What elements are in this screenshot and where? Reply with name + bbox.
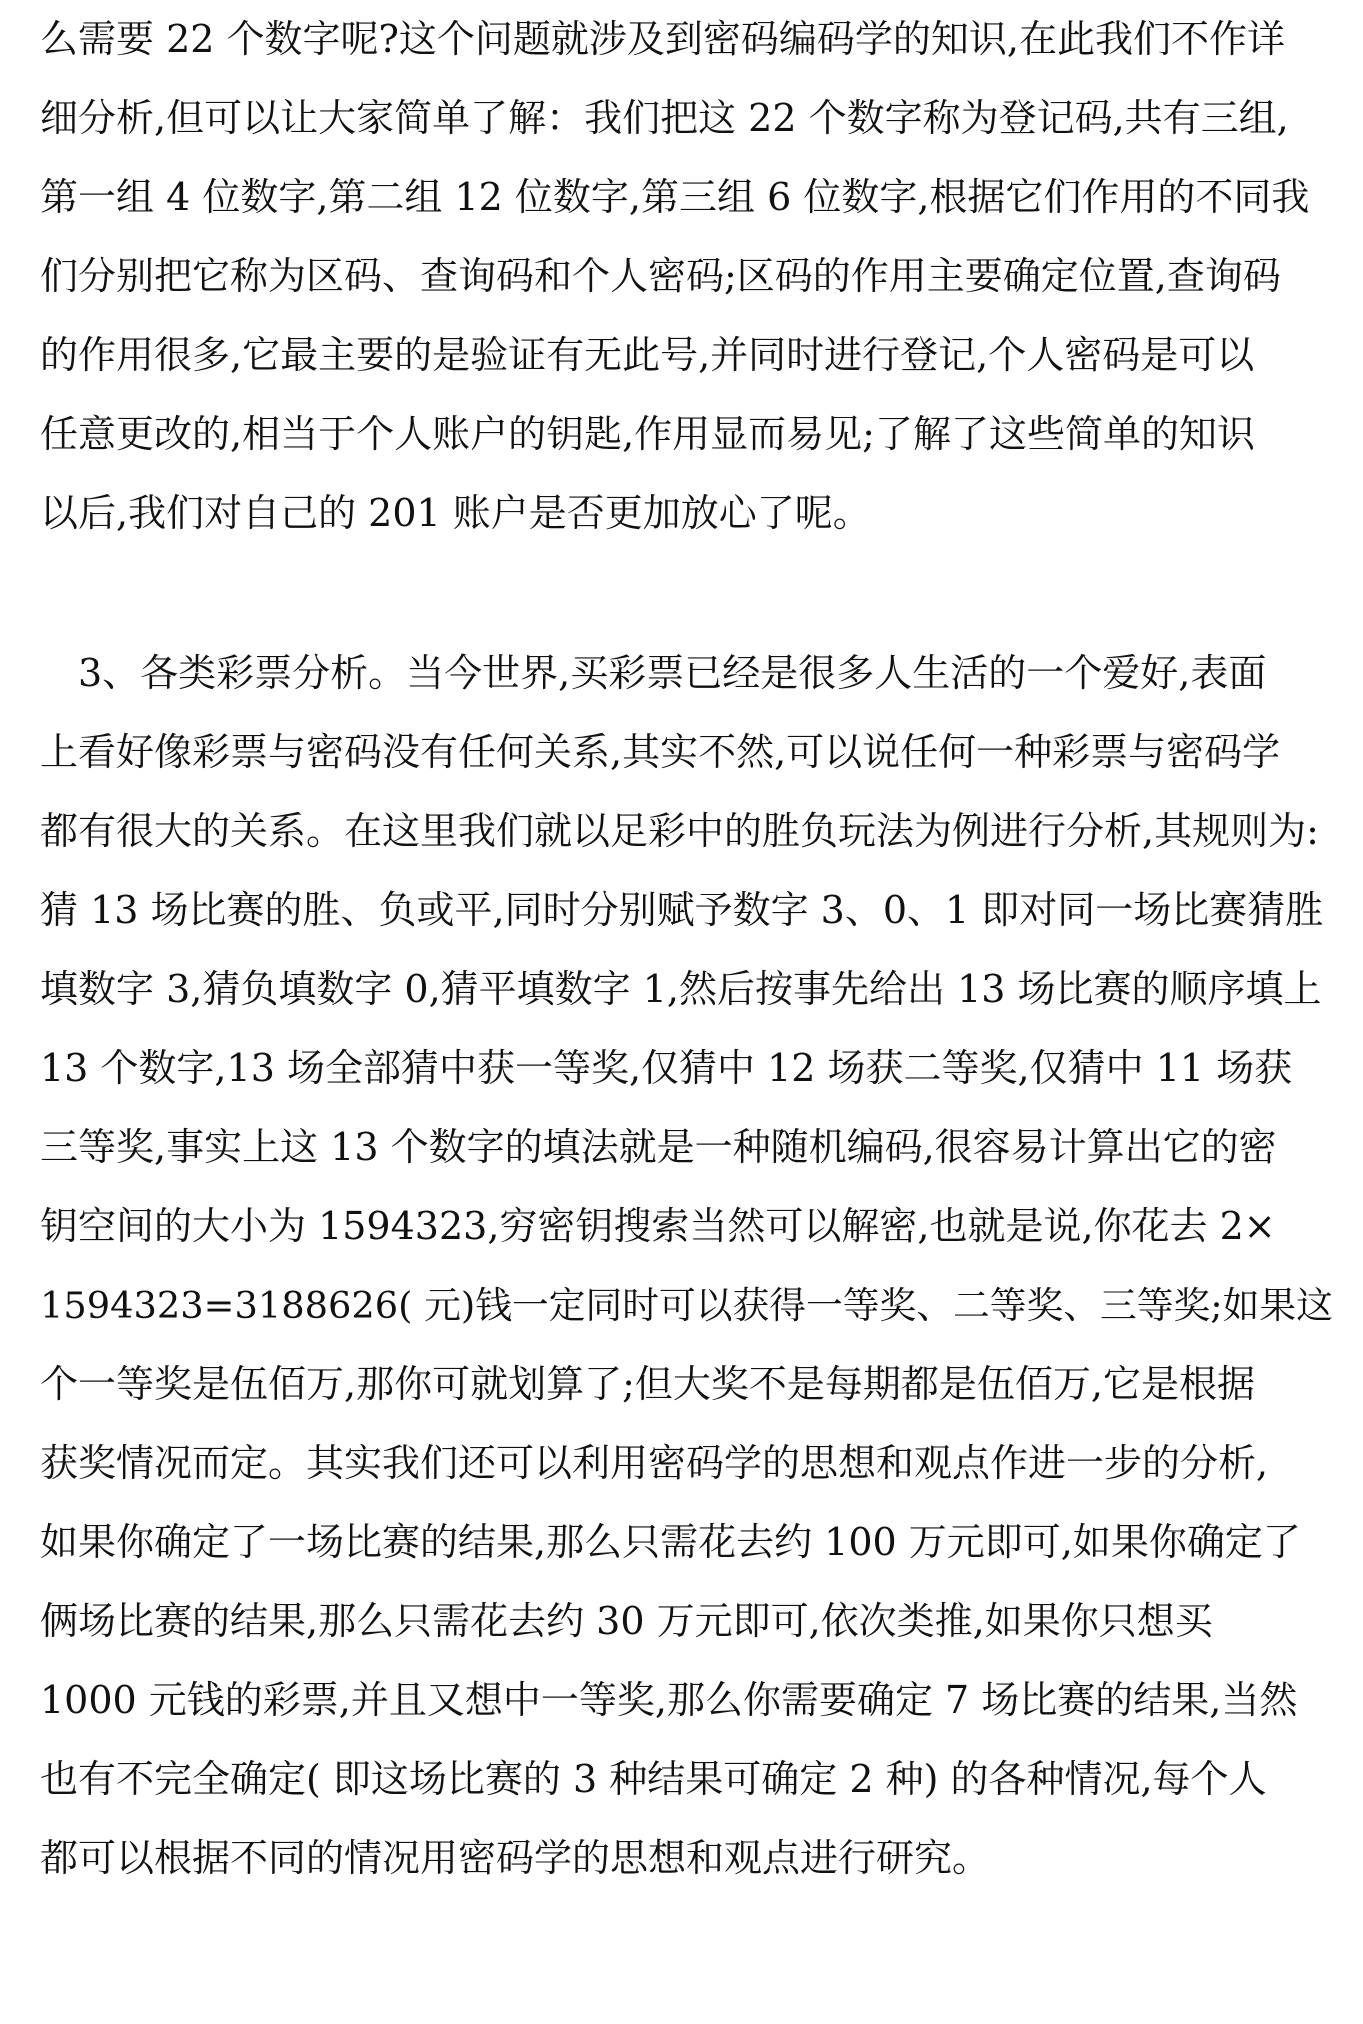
text-line: 钥空间的大小为 1594323,穷密钥搜索当然可以解密,也就是说,你花去 2×: [40, 1204, 1276, 1248]
paragraph-lottery-analysis: [40, 634, 1340, 1898]
text-line: 任意更改的,相当于个人账户的钥匙,作用显而易见;了解了这些简单的知识: [40, 412, 1255, 456]
text-line: 个一等奖是伍佰万,那你可就划算了;但大奖不是每期都是伍佰万,它是根据: [40, 1362, 1255, 1406]
text-line: 俩场比赛的结果,那么只需花去约 30 万元即可,依次类推,如果你只想买: [40, 1599, 1213, 1643]
text-line: 如果你确定了一场比赛的结果,那么只需花去约 100 万元即可,如果你确定了: [40, 1520, 1301, 1564]
text-line: 13 个数字,13 场全部猜中获一等奖,仅猜中 12 场获二等奖,仅猜中 11 场获: [40, 1046, 1293, 1090]
text-line: 都可以根据不同的情况用密码学的思想和观点进行研究。: [40, 1836, 991, 1880]
text-line: 获奖情况而定。其实我们还可以利用密码学的思想和观点作进一步的分析,: [40, 1441, 1269, 1485]
text-line: 的作用很多,它最主要的是验证有无此号,并同时进行登记,个人密码是可以: [40, 333, 1255, 377]
text-line: 三等奖,事实上这 13 个数字的填法就是一种随机编码,很容易计算出它的密: [40, 1125, 1277, 1169]
text-line: 1594323=3188626( 元)钱一定同时可以获得一等奖、二等奖、三等奖;如果这: [40, 1284, 1333, 1327]
text-line: 细分析,但可以让大家简单了解：我们把这 22 个数字称为登记码,共有三组,: [40, 96, 1289, 140]
text-line: 么需要 22 个数字呢?这个问题就涉及到密码编码学的知识,在此我们不作详: [40, 17, 1285, 61]
text-line: 猜 13 场比赛的胜、负或平,同时分别赋予数字 3、0、1 即对同一场比赛猜胜: [40, 888, 1324, 932]
text-line: 填数字 3,猜负填数字 0,猜平填数字 1,然后按事先给出 13 场比赛的顺序填上: [40, 967, 1322, 1011]
text-line: 以后,我们对自己的 201 账户是否更加放心了呢。: [40, 491, 871, 535]
text-line: 1000 元钱的彩票,并且又想中一等奖,那么你需要确定 7 场比赛的结果,当然: [40, 1678, 1298, 1722]
paragraph-registration-code: [40, 0, 1340, 553]
text-line: 都有很大的关系。在这里我们就以足彩中的胜负玩法为例进行分析,其规则为:: [40, 809, 1319, 853]
text-line: 上看好像彩票与密码没有任何关系,其实不然,可以说任何一种彩票与密码学: [40, 730, 1281, 774]
text-line: 们分别把它称为区码、查询码和个人密码;区码的作用主要确定位置,查询码: [40, 254, 1281, 298]
text-line: 3、各类彩票分析。当今世界,买彩票已经是很多人生活的一个爱好,表面: [40, 651, 1267, 695]
text-line: 也有不完全确定( 即这场比赛的 3 种结果可确定 2 种) 的各种情况,每个人: [40, 1757, 1267, 1801]
text-line: 第一组 4 位数字,第二组 12 位数字,第三组 6 位数字,根据它们作用的不同我: [40, 175, 1310, 219]
